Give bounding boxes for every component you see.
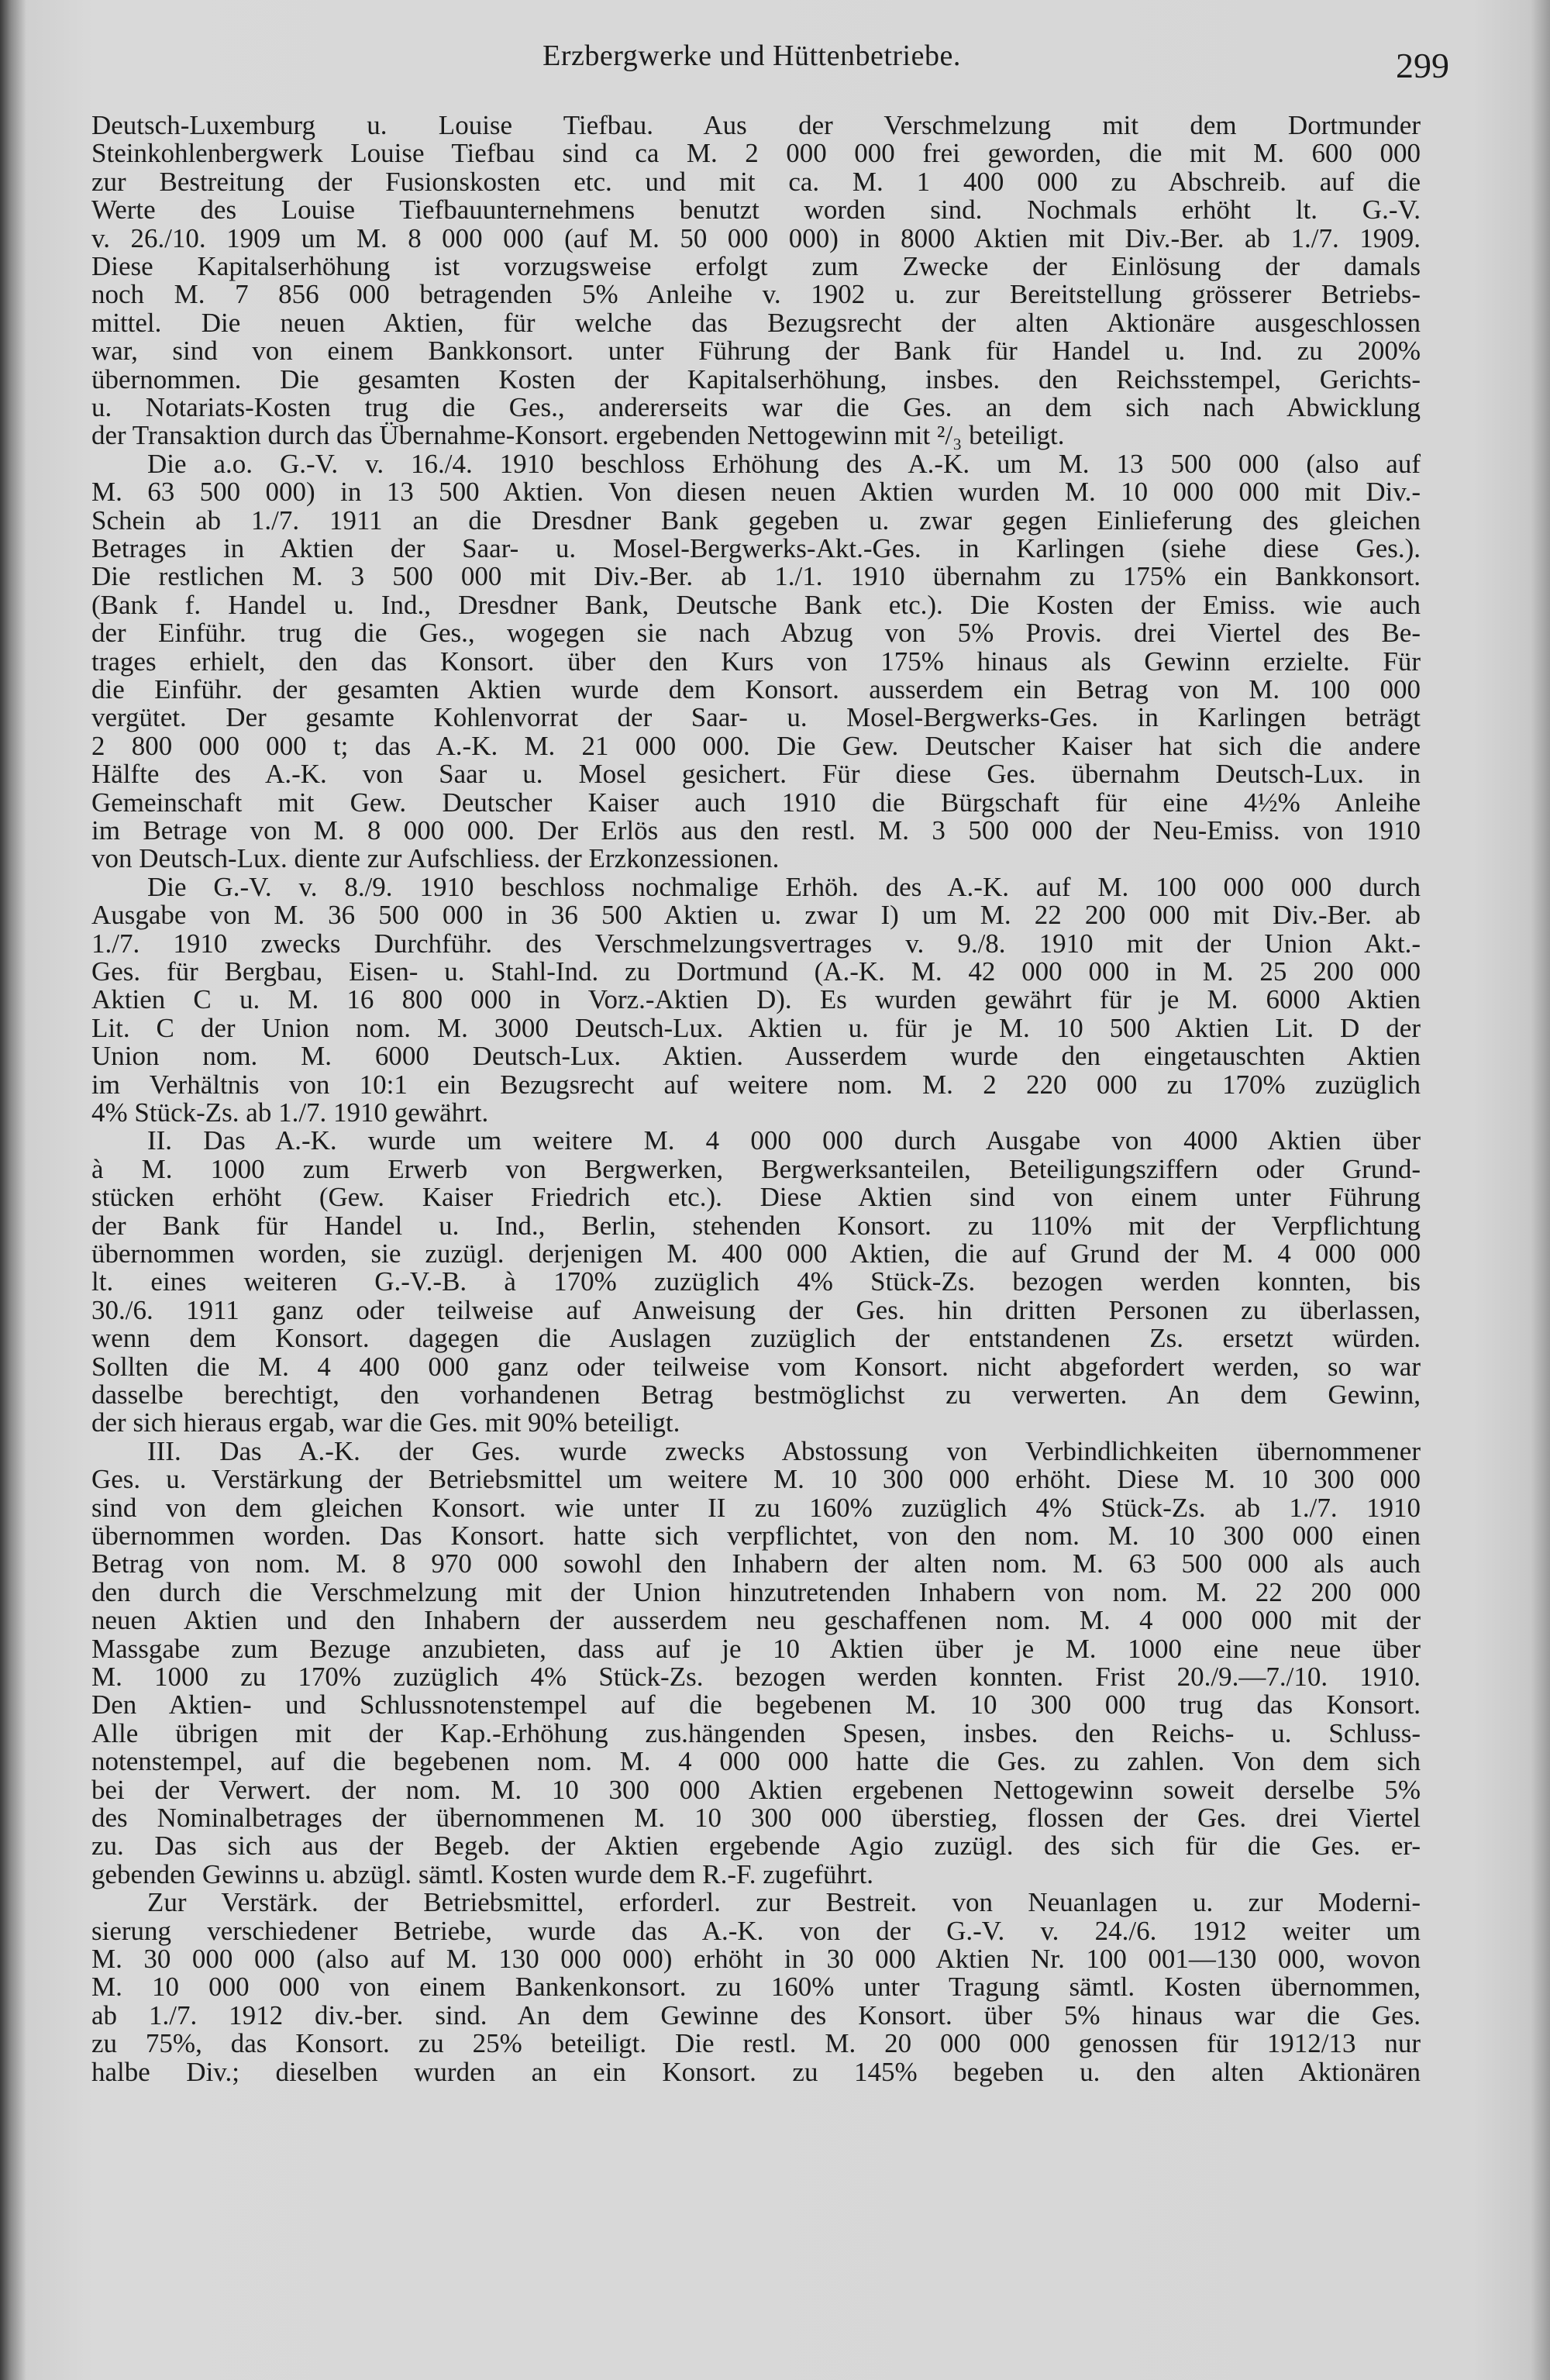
text-line: Betrages in Aktien der Saar- u. Mosel-Bergwerks-Akt.-Ges. in Karlingen (siehe diese Ges.).	[91, 533, 1421, 563]
text-line: Ges. für Bergbau, Eisen- u. Stahl-Ind. zu Dortmund (A.-K. M. 42 000 000 in M. 25 200 000	[91, 956, 1421, 987]
text-line: sind von dem gleichen Konsort. wie unter II zu 160% zuzüglich 4% Stück-Zs. ab 1./7. 1910	[91, 1492, 1421, 1523]
text-line: vergütet. Der gesamte Kohlenvorrat der Saar- u. Mosel-Bergwerks-Ges. in Karlingen beträgt	[91, 702, 1421, 733]
text-line: Betrag von nom. M. 8 970 000 sowohl den Inhabern der alten nom. M. 63 500 000 als auch	[91, 1548, 1421, 1579]
text-line: Zur Verstärk. der Betriebsmittel, erforderl. zur Bestreit. von Neuanlagen u. zur Moderni-	[147, 1887, 1421, 1918]
text-line: Massgabe zum Bezuge anzubieten, dass auf je 10 Aktien über je M. 1000 eine neue über	[91, 1633, 1421, 1664]
text-line: stücken erhöht (Gew. Kaiser Friedrich etc.). Diese Aktien sind von einem unter Führung	[91, 1182, 1421, 1213]
text-line: von Deutsch-Lux. diente zur Aufschliess. der Erzkonzessionen.	[91, 843, 780, 874]
text-line: zur Bestreitung der Fusionskosten etc. und mit ca. M. 1 400 000 zu Abschreib. auf die	[91, 166, 1421, 197]
text-line: die Einführ. der gesamten Aktien wurde dem Konsort. ausserdem ein Betrag von M. 100 000	[91, 674, 1421, 704]
text-line: Die G.-V. v. 8./9. 1910 beschloss nochmalige Erhöh. des A.-K. auf M. 100 000 000 durch	[147, 871, 1421, 902]
text-line: des Nominalbetrages der übernommenen M. 10 300 000 überstieg, flossen der Ges. drei Viertel	[91, 1803, 1421, 1833]
text-line: der Bank für Handel u. Ind., Berlin, stehenden Konsort. zu 110% mit der Verpflichtung	[91, 1210, 1421, 1241]
text-line: M. 1000 zu 170% zuzüglich 4% Stück-Zs. bezogen werden konnten. Frist 20./9.—7./10. 1910.	[91, 1662, 1421, 1692]
text-line: im Verhältnis von 10:1 ein Bezugsrecht auf weitere nom. M. 2 220 000 zu 170% zuzüglich	[91, 1069, 1421, 1100]
text-line: neuen Aktien und den Inhabern der ausserdem neu geschaffenen nom. M. 4 000 000 mit der	[91, 1605, 1421, 1636]
text-line: der sich hieraus ergab, war die Ges. mit 90% beteiligt.	[91, 1407, 680, 1438]
running-header: Erzbergwerke und Hüttenbetriebe.	[542, 40, 961, 72]
text-line: u. Notariats-Kosten trug die Ges., andererseits war die Ges. an dem sich nach Abwicklung	[91, 392, 1421, 422]
text-line: Schein ab 1./7. 1911 an die Dresdner Bank gegeben u. zwar gegen Einlieferung des gleichen	[91, 505, 1421, 536]
text-line: übernommen worden, sie zuzügl. derjenigen M. 400 000 Aktien, die auf Grund der M. 4 000 000	[91, 1238, 1421, 1269]
text-line: 2 800 000 000 t; das A.-K. M. 21 000 000. Die Gew. Deutscher Kaiser hat sich die andere	[91, 730, 1421, 761]
text-line: (Bank f. Handel u. Ind., Dresdner Bank, Deutsche Bank etc.). Die Kosten der Emiss. wie auch	[91, 589, 1421, 620]
text-line: Ges. u. Verstärkung der Betriebsmittel um weitere M. 10 300 000 erhöht. Diese M. 10 300 000	[91, 1464, 1421, 1495]
text-line: Gemeinschaft mit Gew. Deutscher Kaiser auch 1910 die Bürgschaft für eine 4½% Anleihe	[91, 787, 1421, 818]
text-line: zu 75%, das Konsort. zu 25% beteiligt. Die restl. M. 20 000 000 genossen für 1912/13 nur	[91, 2028, 1421, 2059]
text-line: sierung verschiedener Betriebe, wurde das A.-K. von der G.-V. v. 24./6. 1912 weiter um	[91, 1915, 1421, 1946]
text-line: halbe Div.; dieselben wurden an ein Konsort. zu 145% begeben u. den alten Aktionären	[91, 2056, 1421, 2087]
text-line: zu. Das sich aus der Begeb. der Aktien ergebende Agio zuzügl. des sich für die Ges. er-	[91, 1831, 1421, 1862]
text-line: lt. eines weiteren G.-V.-B. à 170% zuzüglich 4% Stück-Zs. bezogen werden konnten, bis	[91, 1266, 1421, 1297]
text-line: gebenden Gewinns u. abzügl. sämtl. Kosten wurde dem R.-F. zugeführt.	[91, 1858, 874, 1889]
text-line: trages erhielt, den das Konsort. über den Kurs von 175% hinaus als Gewinn erzielte. Für	[91, 646, 1421, 677]
text-line: M. 30 000 000 (also auf M. 130 000 000) erhöht in 30 000 Aktien Nr. 100 001—130 000, wovon	[91, 1944, 1421, 1974]
text-line: noch M. 7 856 000 betragenden 5% Anleihe v. 1902 u. zur Bereitstellung grösserer Betriebs-	[91, 279, 1421, 310]
text-line: M. 63 500 000) in 13 500 Aktien. Von diesen neuen Aktien wurden M. 10 000 000 mit Div.-	[91, 477, 1421, 508]
text-line: Sollten die M. 4 400 000 ganz oder teilweise vom Konsort. nicht abgefordert werden, so war	[91, 1351, 1421, 1382]
text-line: wenn dem Konsort. dagegen die Auslagen zuzüglich der entstandenen Zs. ersetzt würden.	[91, 1323, 1421, 1354]
text-line: ab 1./7. 1912 div.-ber. sind. An dem Gewinne des Konsort. über 5% hinaus war die Ges.	[91, 1999, 1421, 2030]
text-line: Werte des Louise Tiefbauunternehmens benutzt worden sind. Nochmals erhöht lt. G.-V.	[91, 195, 1421, 226]
text-line: der Transaktion durch das Übernahme-Konsort. ergebenden Nettogewinn mit ²/₃ beteiligt.	[91, 420, 1065, 451]
page-number: 299	[1396, 46, 1449, 85]
text-line: 30./6. 1911 ganz oder teilweise auf Anweisung der Ges. hin dritten Personen zu überlassen,	[91, 1294, 1421, 1325]
text-line: Diese Kapitalserhöhung ist vorzugsweise erfolgt zum Zwecke der Einlösung der damals	[91, 251, 1421, 281]
text-line: im Betrage von M. 8 000 000. Der Erlös aus den restl. M. 3 500 000 der Neu-Emiss. von 1910	[91, 815, 1421, 846]
text-line: Deutsch-Luxemburg u. Louise Tiefbau. Aus der Verschmelzung mit dem Dortmunder	[91, 110, 1421, 140]
text-line: 1./7. 1910 zwecks Durchführ. des Verschmelzungsvertrages v. 9./8. 1910 mit der Union Akt.-	[91, 928, 1421, 959]
text-line: Hälfte des A.-K. von Saar u. Mosel gesichert. Für diese Ges. übernahm Deutsch-Lux. in	[91, 759, 1421, 790]
text-line: Union nom. M. 6000 Deutsch-Lux. Aktien. Ausserdem wurde den eingetauschten Aktien	[91, 1041, 1421, 1072]
text-line: M. 10 000 000 von einem Bankenkonsort. zu 160% unter Tragung sämtl. Kosten übernommen,	[91, 1972, 1421, 2003]
text-line: 4% Stück-Zs. ab 1./7. 1910 gewährt.	[91, 1097, 489, 1128]
text-line: Steinkohlenbergwerk Louise Tiefbau sind ca M. 2 000 000 frei geworden, die mit M. 600 000	[91, 138, 1421, 169]
text-line: II. Das A.-K. wurde um weitere M. 4 000 000 durch Ausgabe von 4000 Aktien über	[147, 1125, 1421, 1156]
text-line: den durch die Verschmelzung mit der Union hinzutretenden Inhabern von nom. M. 22 200 000	[91, 1576, 1421, 1607]
text-line: übernommen. Die gesamten Kosten der Kapitalserhöhung, insbes. den Reichsstempel, Gerichts-	[91, 363, 1421, 394]
text-line: war, sind von einem Bankkonsort. unter Führung der Bank für Handel u. Ind. zu 200%	[91, 336, 1421, 367]
text-line: dasselbe berechtigt, den vorhandenen Betrag bestmöglichst zu verwerten. An dem Gewinn,	[91, 1379, 1421, 1410]
text-line: der Einführ. trug die Ges., wogegen sie nach Abzug von 5% Provis. drei Viertel des Be-	[91, 618, 1421, 649]
text-line: Lit. C der Union nom. M. 3000 Deutsch-Lux. Aktien u. für je M. 10 500 Aktien Lit. D der	[91, 1012, 1421, 1043]
text-line: III. Das A.-K. der Ges. wurde zwecks Abstossung von Verbindlichkeiten übernommener	[147, 1435, 1421, 1466]
text-line: v. 26./10. 1909 um M. 8 000 000 (auf M. 50 000 000) in 8000 Aktien mit Div.-Ber. ab 1./7. 1909.	[91, 222, 1421, 253]
text-line: übernommen worden. Das Konsort. hatte sich verpflichtet, von den nom. M. 10 300 000 einen	[91, 1521, 1421, 1551]
text-line: Aktien C u. M. 16 800 000 in Vorz.-Aktien D). Es wurden gewährt für je M. 6000 Aktien	[91, 984, 1421, 1015]
text-line: Den Aktien- und Schlussnotenstempel auf die begebenen M. 10 300 000 trug das Konsort.	[91, 1689, 1421, 1720]
text-line: bei der Verwert. der nom. M. 10 300 000 Aktien ergebenen Nettogewinn soweit derselbe 5%	[91, 1774, 1421, 1805]
text-line: Alle übrigen mit der Kap.-Erhöhung zus.hängenden Spesen, insbes. den Reichs- u. Schluss-	[91, 1717, 1421, 1748]
text-line: notenstempel, auf die begebenen nom. M. 4 000 000 hatte die Ges. zu zahlen. Von dem sich	[91, 1746, 1421, 1777]
text-line: Die a.o. G.-V. v. 16./4. 1910 beschloss Erhöhung des A.-K. um M. 13 500 000 (also auf	[147, 448, 1421, 479]
text-line: Ausgabe von M. 36 500 000 in 36 500 Aktien u. zwar I) um M. 22 200 000 mit Div.-Ber. ab	[91, 900, 1421, 931]
text-line: Die restlichen M. 3 500 000 mit Div.-Ber. ab 1./1. 1910 übernahm zu 175% ein Bankkonsort.	[91, 561, 1421, 592]
text-line: mittel. Die neuen Aktien, für welche das Bezugsrecht der alten Aktionäre ausgeschlossen	[91, 307, 1421, 338]
text-line: à M. 1000 zum Erwerb von Bergwerken, Bergwerksanteilen, Beteiligungsziffern oder Grund-	[91, 1153, 1421, 1184]
